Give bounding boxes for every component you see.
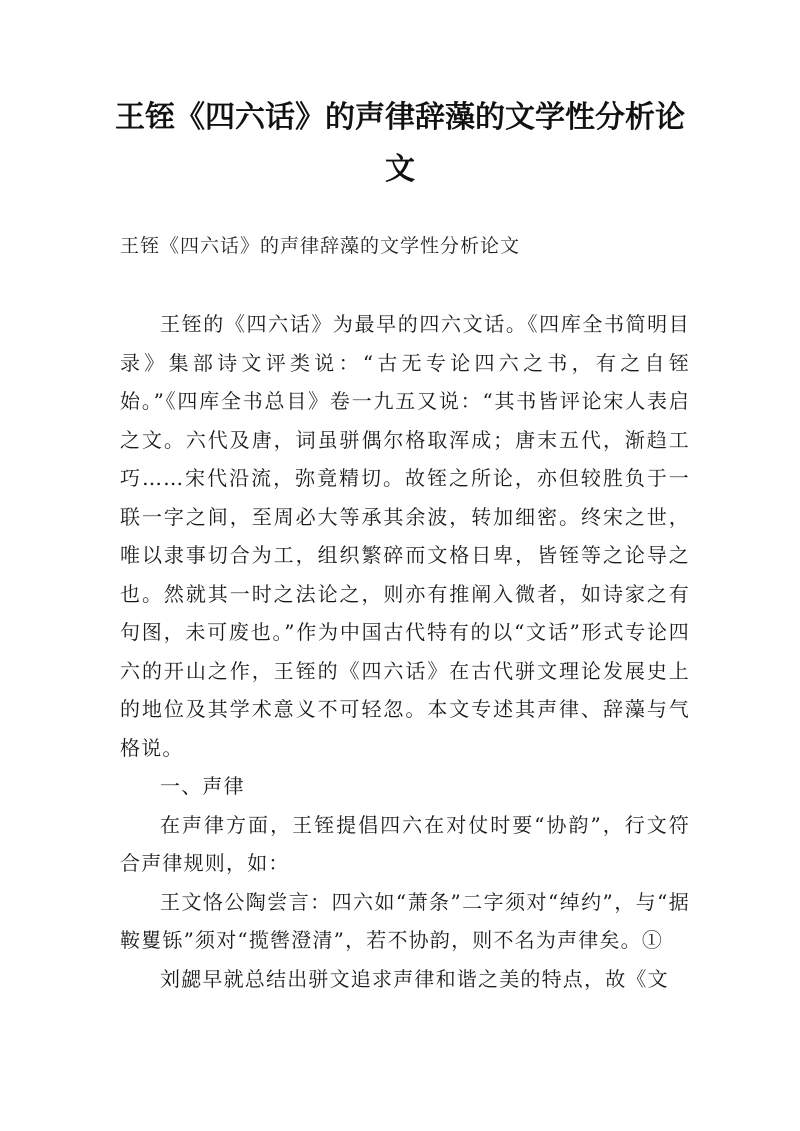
paragraph-intro: 王铚的《四六话》为最早的四六文话。《四库全书简明目录》集部诗文评类说：“古无专论四六之书，有之自铚始。”《四库全书总目》卷一九五又说：“其书皆评论宋人表启之文。六代及唐，词虽骈偶尔格取浑成；唐末五代，渐趋工巧……宋代沿流，弥竟精切。故铚之所论，亦但较胜负于一联一字之间，至周必大等承其余波，转加细密。终宋之世，唯以隶事切合为工，组织繁碎而文格日卑，皆铚等之论导之也。然就其一时之法论之，则亦有推阐入微者，如诗家之有句图，未可废也。”作为中国古代特有的以“文话”形式专论四六的开山之作，王铚的《四六话》在古代骈文理论发展史上的地位及其学术意义不可轻忽。本文专述其声律、辞藻与气格说。	[120, 312, 690, 760]
paragraph-liuxie: 刘勰早就总结出骈文追求声律和谐之美的特点，故《文	[160, 966, 669, 991]
section-heading-prosody: 一、声律	[160, 774, 245, 798]
document-title: 王铚《四六话》的声律辞藻的文学性分析论文	[115, 100, 685, 187]
paragraph-quote: 王文恪公陶尝言：四六如“萧条”二字须对“绰约”，与“据鞍矍铄”须对“揽辔澄清”，若不协韵，则不名为声律矣。①	[120, 889, 690, 952]
document-subtitle: 王铚《四六话》的声律辞藻的文学性分析论文	[120, 235, 521, 257]
document-body	[120, 305, 690, 998]
paragraph-prosody: 在声律方面，王铚提倡四六在对仗时要“协韵”，行文符合声律规则，如：	[120, 812, 690, 875]
